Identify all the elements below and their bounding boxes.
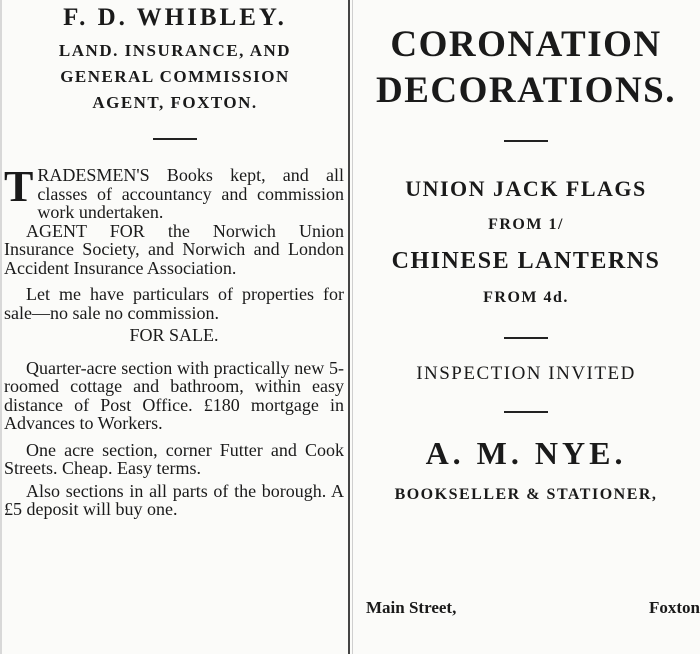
subtitle-line-2: GENERAL COMMISSION [60, 67, 290, 86]
paragraph-tradesmen-text: RADESMEN'S Books kept, and all classes of accountancy and commission work undertaken. [37, 165, 344, 222]
merchant-trade: BOOKSELLER & STATIONER, [394, 486, 658, 503]
paragraph-quarter-acre: Quarter-acre section with practically new 5-roomed cottage and bathroom, within easy distance of Post Office. £180 mortgage in Advances to Workers. [4, 357, 344, 433]
item-union-jack-flags: UNION JACK FLAGS [405, 176, 647, 201]
paragraph-particulars: Let me have particulars of properties for sale—no sale no commission. [4, 284, 344, 323]
drop-cap: T [4, 162, 34, 211]
headline-decorations: DECORATIONS. [376, 70, 676, 111]
merchant-name: A. M. NYE. [425, 435, 627, 471]
address-street: Main Street, [366, 598, 457, 617]
paragraph-one-acre: One acre section, corner Futter and Cook Streets. Cheap. Easy terms. [4, 439, 344, 478]
subtitle-line-1: LAND. INSURANCE, AND [58, 41, 292, 60]
headline-coronation: CORONATION [390, 24, 662, 65]
item-chinese-lanterns: CHINESE LANTERNS [391, 248, 661, 274]
address-town: Foxton [649, 598, 700, 617]
paragraph-tradesmen [0, 162, 350, 222]
price-union-jack: FROM 1/ [488, 216, 564, 233]
inspection-invited: INSPECTION INVITED [416, 363, 636, 384]
subtitle-line-3: AGENT, FOXTON. [92, 93, 258, 112]
advertiser-name: F. D. WHIBLEY. [63, 4, 287, 31]
paragraph-agent: AGENT FOR the Norwich Union Insurance Society, and Norwich and London Accident Insurance Association. [4, 220, 344, 278]
price-chinese-lanterns: FROM 4d. [483, 289, 569, 306]
paragraph-sections: Also sections in all parts of the borough. A £5 deposit will buy one. [4, 480, 344, 519]
for-sale-heading: FOR SALE. [129, 325, 219, 345]
nye-advertisement [352, 0, 700, 654]
merchant-address [366, 598, 700, 618]
